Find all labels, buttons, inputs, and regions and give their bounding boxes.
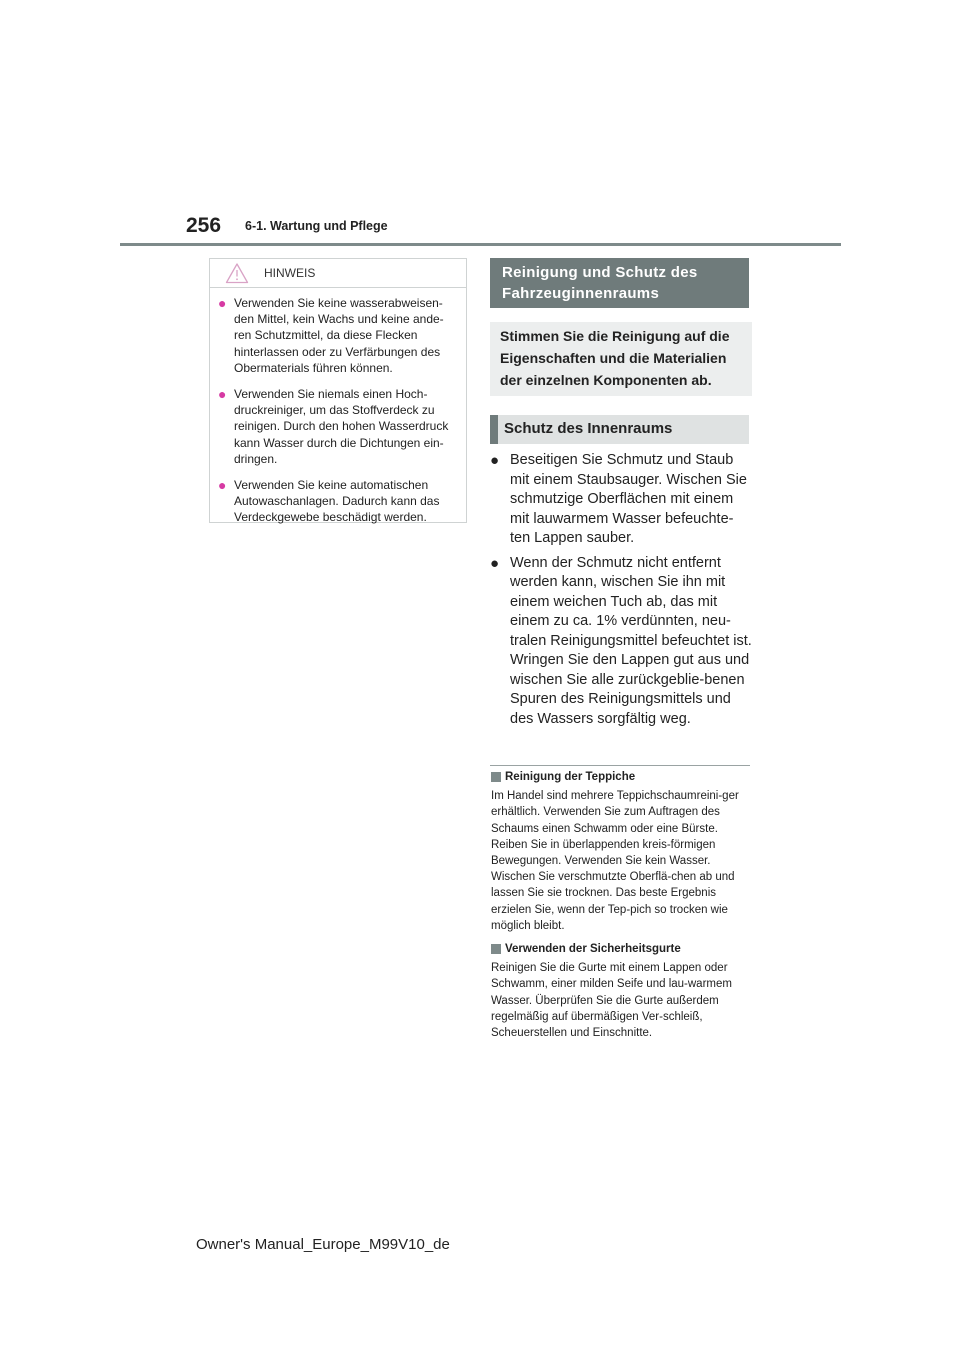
bullet-dot-icon: ● (218, 477, 227, 494)
section-title: 6-1. Wartung und Pflege (245, 219, 388, 233)
notice-item (218, 477, 456, 526)
notice-header (210, 259, 466, 288)
list-item-text: Beseitigen Sie Schmutz und Staub mit einem Staubsauger. Wischen Sie schmutzige Oberflächen mit einem mit lauwarmem Wasser befeuchte-ten Lappen sauber. (510, 452, 747, 546)
header-rule (120, 243, 841, 246)
notice-item (218, 295, 456, 376)
list-item-text: Wenn der Schmutz nicht entfernt werden kann, wischen Sie ihn mit einem weichen Tuch ab, das mit einem zu ca. 1% verdünnten, neu-tralen Reinigungsmittel befeuchtet ist. Wringen Sie den Lappen gut aus und wischen Sie alle zurückgeblie-benen Spuren des Reinigungsmittels und des Wassers sorgfältig weg. (510, 554, 752, 727)
notice-title: HINWEIS (264, 266, 316, 280)
intro-text: Stimmen Sie die Reinigung auf die Eigenschaften und die Materialien der einzelnen Komponenten ab. (490, 322, 752, 396)
bullet-dot-icon: ● (490, 452, 500, 469)
note-body: Im Handel sind mehrere Teppichschaumreini-ger erhältlich. Verwenden Sie zum Auftragen des Schaums einen Schwamm oder eine Bürste. Reiben Sie in überlappenden kreis-förmigen Bewegungen. Verwenden Sie kein Wasser. Wischen Sie verschmutzte Oberflä-chen ab und lassen Sie sie trocknen. Das beste Ergebnis erzielen Sie, wenn der Tep-pich so trocken wie möglich bleibt. (491, 790, 739, 932)
notice-item-text: Verwenden Sie niemals einen Hoch-druckreiniger, um das Stoffverdeck zu reinigen. Durch den hohen Wasserdruck kann Wasser durch die Dichtungen ein-dringen. (234, 387, 449, 466)
square-bullet-icon (491, 944, 501, 954)
note-body: Reinigen Sie die Gurte mit einem Lappen oder Schwamm, einer milden Seife und lau-warmem Wasser. Überprüfen Sie die Gurte außerdem regelmäßig auf übermäßigen Ver-schleiß, Scheuerstellen und Einschnitte. (491, 962, 732, 1040)
main-heading: Reinigung und Schutz des Fahrzeuginnenraums (490, 258, 749, 308)
note-title (491, 941, 753, 957)
notice-item (218, 386, 456, 467)
note-seatbelts (491, 941, 753, 1041)
page-number: 256 (186, 214, 222, 237)
warning-triangle-icon (225, 262, 249, 284)
sub-heading: Schutz des Innenraums (490, 415, 749, 444)
note-carpets (491, 769, 753, 934)
bullet-dot-icon: ● (490, 554, 500, 572)
notice-list (210, 288, 466, 526)
note-title-text: Verwenden der Sicherheitsgurte (505, 943, 681, 955)
footer-text: Owner's Manual_Europe_M99V10_de (196, 1236, 450, 1253)
section-divider (490, 765, 750, 766)
list-item (490, 554, 752, 730)
square-bullet-icon (491, 772, 501, 782)
notice-box (209, 258, 467, 523)
notice-item-text: Verwenden Sie keine wasserabweisen-den Mittel, kein Wachs und keine ande-ren Schutzmittel, da diese Flecken hinterlassen oder zu Verfärbungen des Obermaterials führen können. (234, 296, 444, 375)
list-item (490, 451, 752, 549)
note-title (491, 769, 753, 785)
note-title-text: Reinigung der Teppiche (505, 771, 636, 783)
cleaning-bullet-list (490, 451, 752, 734)
bullet-dot-icon: ● (218, 295, 227, 311)
bullet-dot-icon: ● (218, 386, 227, 403)
notice-item-text: Verwenden Sie keine automatischen Autowaschanlagen. Dadurch kann das Verdeckgewebe beschädigt werden. (234, 478, 440, 525)
